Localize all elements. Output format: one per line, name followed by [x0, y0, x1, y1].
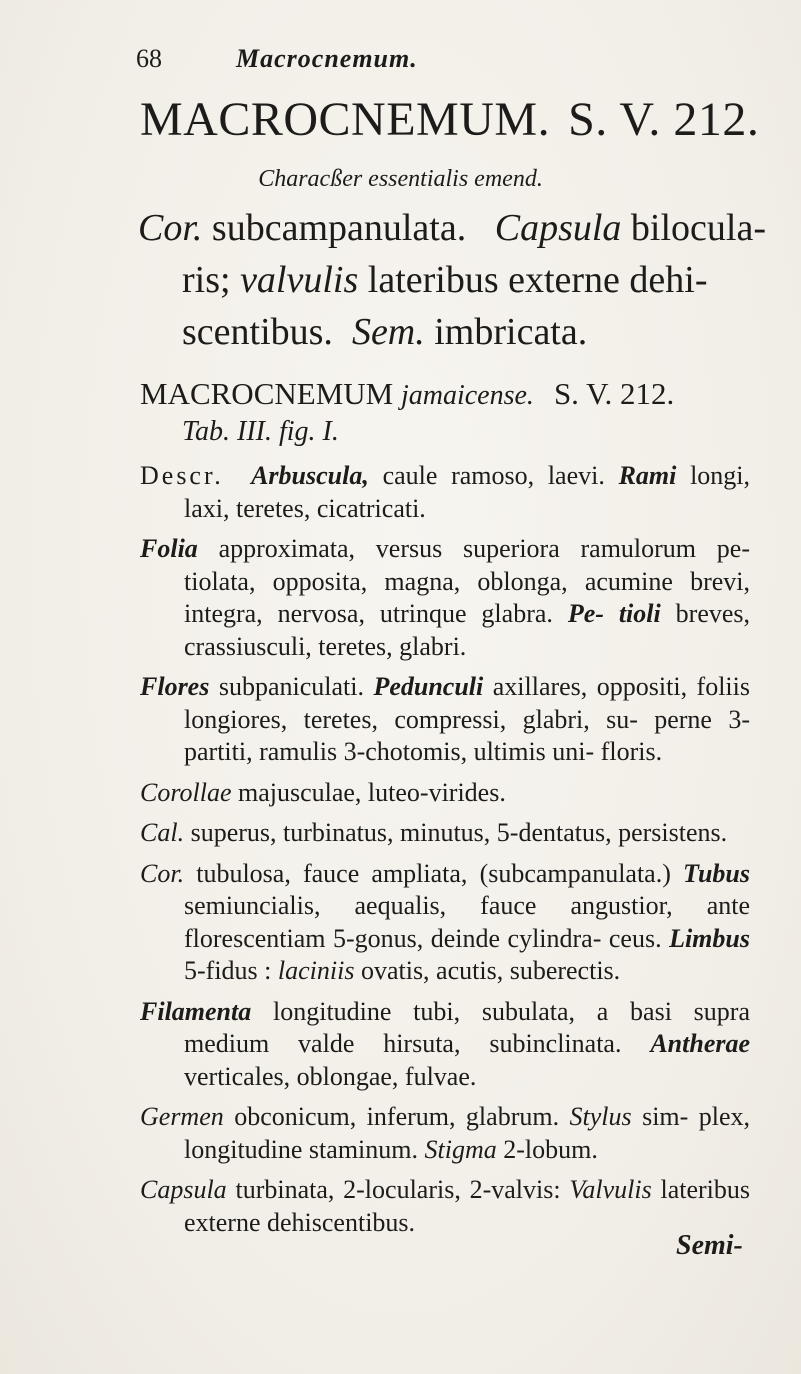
- pedunculi-text: axillares, oppositi, foliis longiores, teretes, compressi, glabri, su- perne 3-partiti, ramulis 3-chotomis, ultimis uni- floris.: [184, 672, 751, 766]
- sem-label: Sem.: [351, 311, 425, 353]
- species-reference: S. V. 212.: [553, 376, 675, 411]
- description: [140, 460, 750, 1247]
- para-flores: [140, 671, 750, 769]
- para-germen: [140, 1101, 750, 1166]
- genus-reference: S. V. 212.: [568, 93, 760, 146]
- para-corollae: [140, 777, 750, 810]
- antherae-text: verticales, oblongae, fulvae.: [184, 1061, 477, 1091]
- capsula-text: turbinata, 2-locularis, 2-valvis:: [235, 1175, 561, 1204]
- para-cal: [140, 817, 750, 850]
- catchword: Semi-: [676, 1230, 743, 1261]
- para-folia: [140, 533, 750, 663]
- essential-character: [138, 202, 766, 358]
- tubus-text: semiuncialis, aequalis, fauce angustior, ante florescentiam 5-gonus, deinde cylindra- ceus.: [184, 891, 750, 953]
- limbus-label: Limbus: [669, 923, 750, 953]
- laciniis-label: laciniis: [277, 956, 355, 985]
- cor-label: Cor.: [140, 858, 185, 888]
- sem-text: imbricata.: [434, 311, 588, 353]
- rami-text: longi, laxi, teretes, cicatricati.: [184, 461, 751, 523]
- flores-text: subpaniculati.: [218, 672, 364, 701]
- cor-label: Cor.: [138, 207, 203, 249]
- character-heading: Characßer essentialis emend.: [258, 166, 543, 192]
- para-arbuscula: [140, 460, 750, 525]
- para-capsula: [140, 1174, 750, 1239]
- stylus-text: sim- plex, longitudine staminum.: [184, 1102, 751, 1164]
- laciniis-text: ovatis, acutis, suberectis.: [360, 956, 621, 985]
- essential-line-3: [138, 306, 728, 358]
- genus-name: MACROCNEMUM.: [140, 93, 551, 146]
- species-genus: MACROCNEMUM: [140, 376, 394, 411]
- para-cor: [140, 858, 750, 988]
- flores-label: Flores: [140, 672, 210, 701]
- capsula-text-2: ris;: [182, 259, 231, 301]
- species-heading: [140, 376, 674, 412]
- running-head: [136, 44, 696, 84]
- folia-label: Folia: [140, 534, 198, 563]
- valvulis-text: lateribus externe dehiscentibus.: [184, 1175, 751, 1237]
- para-filamenta: [140, 996, 750, 1094]
- germen-label: Germen: [140, 1102, 224, 1131]
- capsula-text-1: bilocula-: [630, 207, 766, 249]
- petioli-label: Pe- tioli: [567, 599, 661, 628]
- tubus-label: Tubus: [683, 858, 751, 888]
- germen-text: obconicum, inferum, glabrum.: [234, 1102, 560, 1131]
- valvulis-label: Valvulis: [569, 1175, 652, 1204]
- petioli-text: breves, crassiusculi, teretes, glabri.: [184, 599, 751, 661]
- cal-text: superus, turbinatus, minutus, 5-dentatus, persistens.: [190, 818, 728, 847]
- filamenta-text: longitudine tubi, subulata, a basi supra medium valde hirsuta, subinclinata.: [184, 996, 751, 1058]
- stigma-text: 2-lobum.: [503, 1134, 598, 1164]
- descr-label: Descr.: [140, 461, 224, 490]
- stylus-label: Stylus: [569, 1102, 632, 1131]
- valvulis-text: lateribus externe dehi-: [367, 259, 708, 301]
- capsula-label: Capsula: [140, 1175, 227, 1204]
- valvulis-label: valvulis: [240, 259, 359, 301]
- genus-title: [140, 92, 759, 147]
- plate-reference: Tab. III. fig. I.: [182, 416, 339, 447]
- cor-text: tubulosa, fauce ampliata, (subcampanulata.): [196, 858, 671, 888]
- corollae-label: Corollae: [140, 777, 232, 807]
- page-number: 68: [136, 44, 162, 73]
- capsula-label: Capsula: [494, 207, 622, 249]
- rami-label: Rami: [618, 461, 677, 490]
- essential-line-1: [138, 202, 766, 254]
- folia-text: approximata, versus superiora ramulorum pe- tiolata, opposita, magna, oblonga, acumine brevi, integra, nervosa, utrinque glabra.: [184, 534, 751, 628]
- limbus-text: 5-fidus :: [184, 956, 272, 985]
- valvulis-text-2: scentibus.: [182, 311, 333, 353]
- cal-label: Cal.: [140, 818, 185, 847]
- cor-text: subcampanulata.: [211, 207, 467, 249]
- antherae-label: Antherae: [650, 1029, 751, 1058]
- corollae-text: majusculae, luteo-virides.: [237, 777, 506, 807]
- arbuscula-text: caule ramoso, laevi.: [382, 461, 605, 490]
- pedunculi-label: Pedunculi: [373, 672, 484, 701]
- essential-line-2: [138, 254, 728, 306]
- arbuscula-label: Arbuscula,: [251, 461, 369, 490]
- species-epithet: jamaicense.: [400, 380, 534, 411]
- running-title: Macrocnemum.: [236, 44, 418, 73]
- filamenta-label: Filamenta: [140, 996, 252, 1026]
- stigma-label: Stigma: [424, 1134, 497, 1164]
